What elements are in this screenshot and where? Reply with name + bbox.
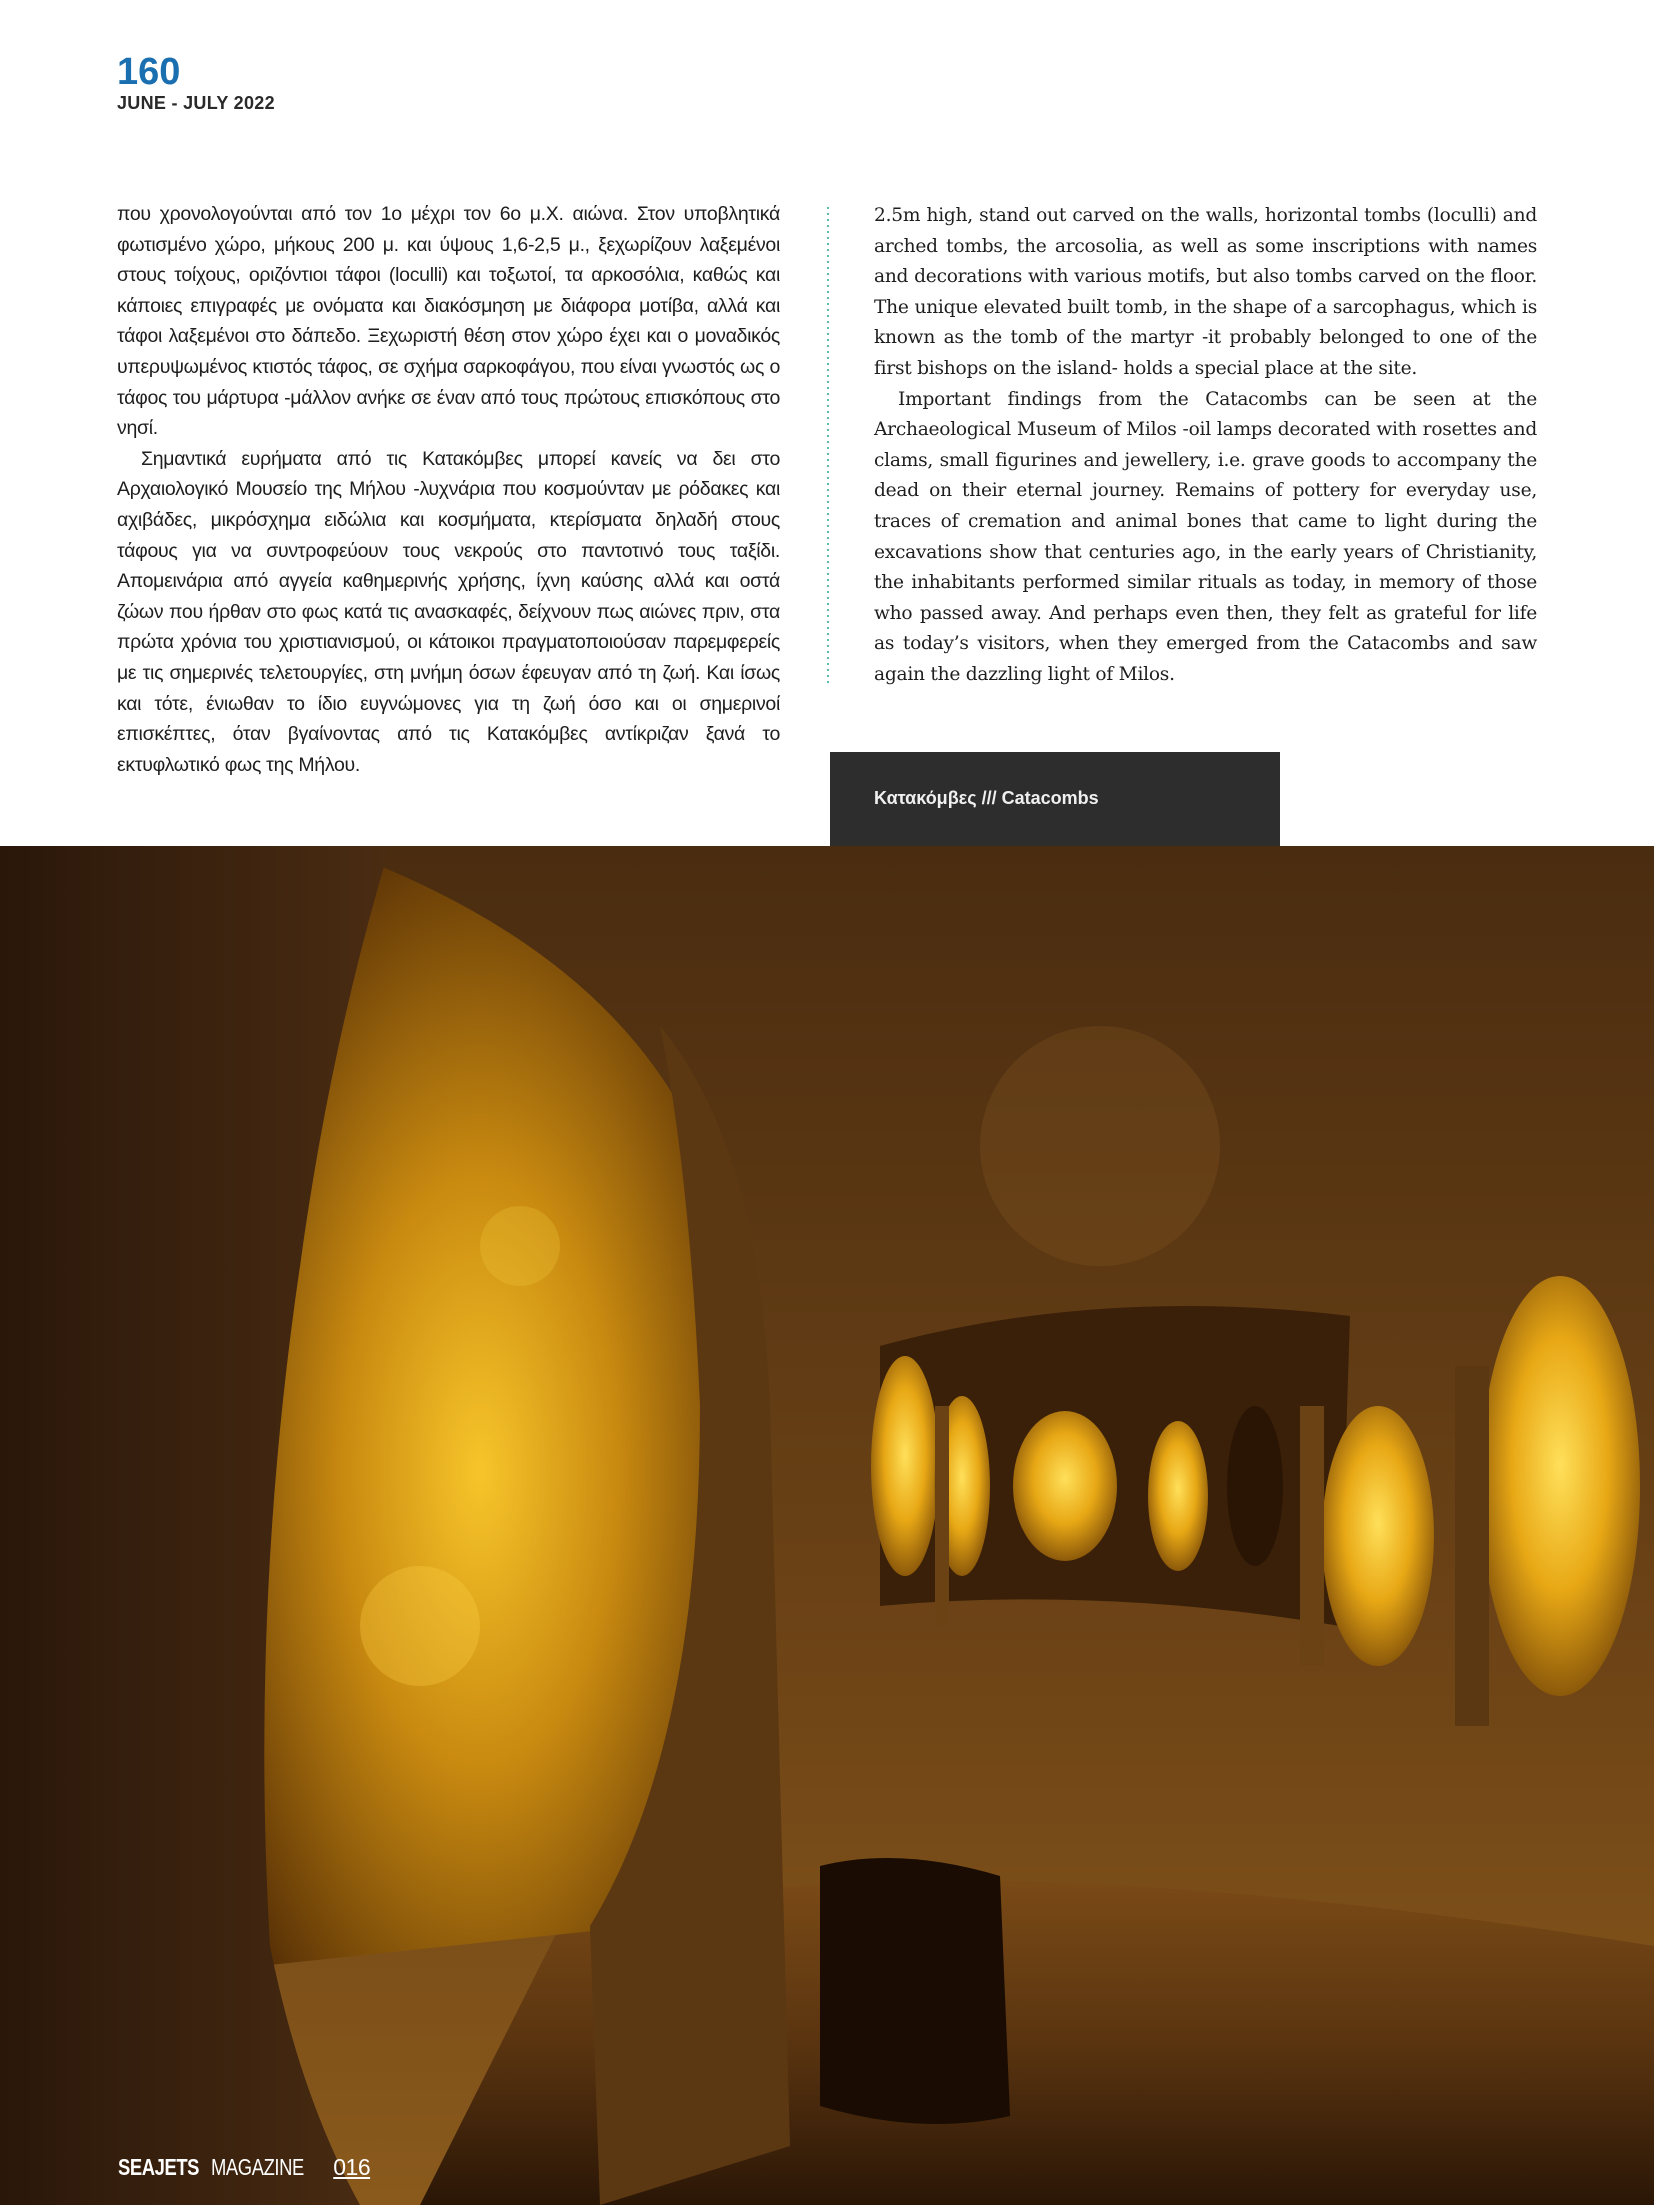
greek-paragraph-1: που χρονολογούνται από τον 1ο μέχρι τον 6ο μ.Χ. αιώνα. Στον υποβλητικά φωτισμένο χώρο, μήκους 200 μ. και ύψους 1,6-2,5 μ., ξεχωρίζουν λαξεμένοι στους τοίχους, οριζόντιοι τάφοι (loculli) και τοξωτοί, τα αρκοσόλια, καθώς και κάποιες επιγραφές με ονόματα και διακόσμηση με διάφορα μοτίβα, αλλά και τάφοι λαξεμένοι στο δάπεδο. Ξεχωριστή θέση στον χώρο έχει και ο μοναδικός υπερυψωμένος κτιστός τάφος, σε σχήμα σαρκοφάγου, που είναι γνωστός ως ο τάφος του μάρτυρα -μάλλον ανήκε σε έναν από τους πρώτους επισκόπους στο νησί. [117, 203, 780, 440]
magazine-footer [118, 2154, 370, 2181]
english-column [874, 201, 1537, 691]
issue-date: JUNE - JULY 2022 [117, 93, 275, 113]
column-divider [826, 205, 830, 685]
footer-brand: SEAJETS [118, 2154, 200, 2180]
greek-paragraph-2: Σημαντικά ευρήματα από τις Κατακόμβες μπορεί κανείς να δει στο Αρχαιολογικό Μουσείο της Μήλου -λυχνάρια που κοσμούνταν με ρόδακες και αχιβάδες, μικρόσχημα ειδώλια και κοσμήματα, κτερίσματα δηλαδή στους τάφους για να συντροφεύουν τους νεκρούς στο παντοτινό τους ταξίδι. Απομεινάρια από αγγεία καθημερινής χρήσης, ίχνη καύσης αλλά και οστά ζώων που ήρθαν στο φως κατά τις ανασκαφές, δείχνουν πως αιώνες πριν, στα πρώτα χρόνια του χριστιανισμού, οι κάτοικοι πραγματοποιούσαν παρεμφερείς με τις σημερινές τελετουργίες, στη μνήμη όσων έφευγαν από τη ζωή. Και ίσως και τότε, ένιωθαν το ίδιο ευγνώμονες για τη ζωή όσο και οι σημερινοί επισκέπτες, όταν βγαίνοντας από τις Κατακόμβες αντίκριζαν ξανά το εκτυφλωτικό φως της Μήλου. [117, 447, 780, 776]
page-header [117, 52, 275, 114]
footer-issue-number: 016 [333, 2154, 371, 2180]
english-paragraph-2: Important findings from the Catacombs can be seen at the Archaeological Museum of Milos -oil lamps decorated with rosettes and clams, small figurines and jewellery, i.e. grave goods to accompany the dead on their eternal journey. Remains of pottery for everyday use, traces of cremation and animal bones that came to light during the excavations show that centuries ago, in the early years of Christianity, the inhabitants performed similar rituals as today, in memory of those who passed away. And perhaps even then, they felt as grateful for life as today’s visitors, when they emerged from the Catacombs and saw again the dazzling light of Milos. [874, 388, 1537, 685]
english-paragraph-1: 2.5m high, stand out carved on the walls, horizontal tombs (loculli) and arched tombs, the arcosolia, as well as some inscriptions with names and decorations with various motifs, but also tombs carved on the floor. The unique elevated built tomb, in the shape of a sarcophagus, which is known as the tomb of the martyr -it probably belonged to one of the first bishops on the island- holds a special place at the site. [874, 205, 1537, 379]
greek-column [117, 199, 780, 780]
caption-box [830, 752, 1280, 846]
page-number: 160 [117, 51, 181, 93]
catacombs-photo [0, 846, 1654, 2205]
footer-magazine: MAGAZINE [211, 2154, 305, 2180]
photo-caption: Κατακόμβες /// Catacombs [874, 788, 1099, 808]
